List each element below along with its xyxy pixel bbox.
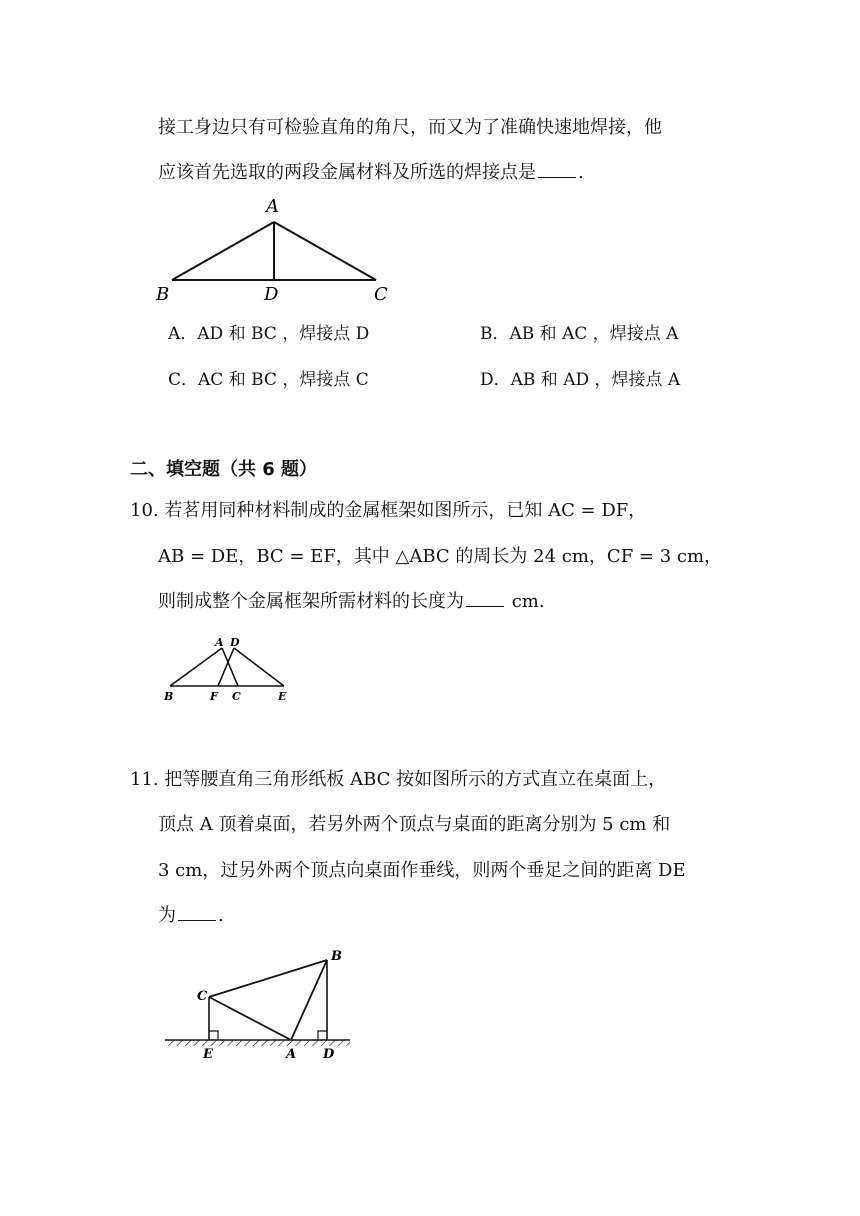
q11-answer-blank[interactable]	[178, 904, 216, 921]
q10-text-line2: AB = DE，BC = EF，其中 △ABC 的周长为 24 cm，CF = 3 cm，	[158, 546, 723, 567]
q11-label-D: D	[323, 1047, 335, 1062]
q10-label-D: D	[230, 636, 240, 649]
q9-label-C: C	[374, 284, 388, 305]
q9-answer-blank[interactable]	[538, 161, 576, 178]
q11-text-line1: 11. 把等腰直角三角形纸板 ABC 按如图所示的方式直立在桌面上，	[130, 769, 667, 790]
q11-line4-end: .	[218, 905, 224, 926]
q11-label-E: E	[203, 1047, 213, 1062]
q10-frame-figure	[158, 632, 308, 707]
q10-label-F: F	[210, 690, 218, 703]
q9-option-d[interactable]: D．AB 和 AD ，焊接点 A	[480, 370, 681, 390]
section-title: 二、填空题（共 6 题）	[130, 459, 318, 480]
q9-triangle-figure	[150, 190, 410, 310]
q10-text-line1: 10. 若茗用同种材料制成的金属框架如图所示，已知 AC = DF，	[130, 500, 647, 521]
q11-text-line3: 3 cm，过另外两个顶点向桌面作垂线，则两个垂足之间的距离 DE	[158, 860, 686, 881]
q11-triangle-figure	[155, 940, 375, 1065]
q9-label-A: A	[266, 196, 279, 217]
q11-label-B: B	[331, 949, 342, 964]
q11-label-A: A	[286, 1047, 297, 1062]
q11-text-line4	[158, 904, 224, 928]
q11-text-line2: 顶点 A 顶着桌面，若另外两个顶点与桌面的距离分别为 5 cm 和	[158, 814, 671, 835]
q10-line3-text: 则制成整个金属框架所需材料的长度为	[158, 591, 464, 612]
q10-label-B: B	[164, 690, 174, 703]
q9-line2-text: 应该首先选取的两段金属材料及所选的焊接点是	[158, 162, 536, 183]
q10-answer-blank[interactable]	[466, 590, 504, 607]
q10-label-E: E	[278, 690, 287, 703]
q10-label-A: A	[215, 636, 224, 649]
q9-option-c[interactable]: C．AC 和 BC ，焊接点 C	[168, 370, 369, 390]
q9-text-line2	[158, 161, 584, 185]
q10-label-C: C	[232, 690, 241, 703]
q10-line3-end: cm.	[506, 591, 545, 612]
q11-label-C: C	[197, 989, 208, 1004]
q9-label-D: D	[264, 284, 279, 305]
q11-line4-text: 为	[158, 905, 176, 926]
q10-text-line3	[158, 590, 545, 614]
q9-option-a[interactable]: A．AD 和 BC ，焊接点 D	[168, 324, 370, 344]
q9-label-B: B	[156, 284, 170, 305]
q9-option-b[interactable]: B．AB 和 AC ，焊接点 A	[480, 324, 679, 344]
q9-text-line1: 接工身边只有可检验直角的角尺，而又为了准确快速地焊接，他	[158, 117, 662, 138]
q9-line2-end: .	[578, 162, 584, 183]
